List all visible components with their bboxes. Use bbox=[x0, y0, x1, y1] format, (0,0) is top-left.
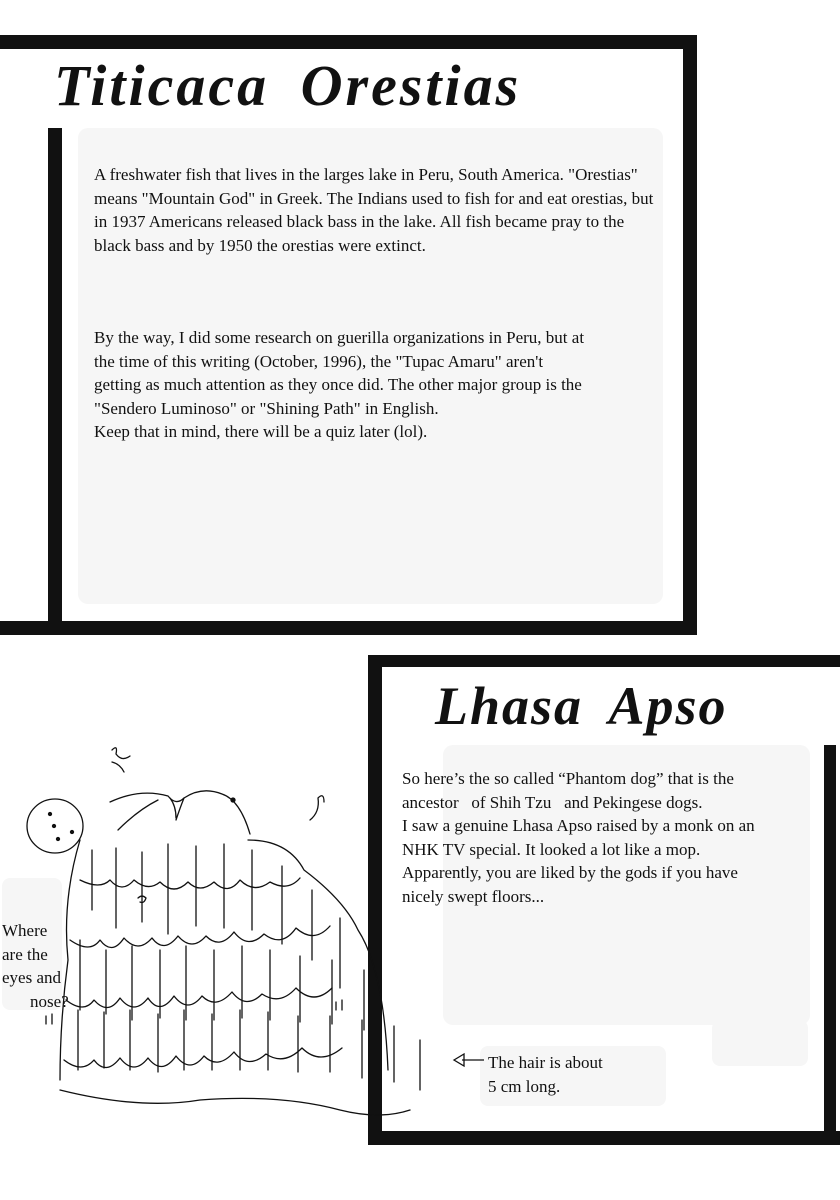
panel-titicaca-inner-border bbox=[48, 128, 62, 628]
text-line: By the way, I did some research on guerilla organizations in Peru, but at bbox=[94, 328, 585, 347]
arrow-left-icon bbox=[452, 1052, 486, 1068]
text-line: eyes and bbox=[2, 968, 62, 987]
panel-lhasa-apso-inner-border bbox=[824, 745, 836, 1141]
paragraph-phantom-dog bbox=[402, 767, 822, 908]
hair-length-note bbox=[488, 1051, 638, 1098]
paragraph-orestias-description: A freshwater fish that lives in the larges lake in Peru, South America. "Orestias" means "Mountain God" in Greek. The Indians used to fish for and eat orestias, but in 1937 Americans released black bass in the lake. All fish became pray to the black bass and by 1950 the orestias were extinct. bbox=[94, 165, 654, 255]
title-lhasa-apso: Lhasa Apso bbox=[435, 676, 728, 736]
text-line: Keep that in mind, there will be a quiz later (lol). bbox=[94, 422, 428, 441]
text-line: The hair is about bbox=[488, 1053, 603, 1072]
text-line: "Sendero Luminoso" or "Shining Path" in English. bbox=[94, 398, 439, 418]
text-line: nose? bbox=[30, 991, 69, 1011]
text-line: the time of this writing (October, 1996), the "Tupac Amaru" aren't bbox=[94, 351, 544, 371]
text-line: getting as much attention as they once did. The other major group is the bbox=[94, 375, 582, 394]
lhasa-apso-dog-drawing bbox=[20, 740, 450, 1120]
question-where-eyes-nose bbox=[2, 919, 82, 1013]
text-line: nicely swept floors... bbox=[402, 886, 545, 906]
text-line: NHK TV special. It looked a lot like a mop. bbox=[402, 839, 701, 859]
text-line: I saw a genuine Lhasa Apso raised by a monk on an bbox=[402, 816, 755, 835]
title-titicaca-orestias: Titicaca Orestias bbox=[54, 53, 522, 118]
text-line: ancestor of Shih Tzu and Pekingese dogs. bbox=[402, 792, 703, 812]
text-box-lhasa-apso-small bbox=[712, 1020, 808, 1066]
text-line: Where bbox=[2, 921, 48, 940]
text-line: are the bbox=[2, 944, 48, 964]
text-line: 5 cm long. bbox=[488, 1076, 561, 1096]
text-line: Apparently, you are liked by the gods if you have bbox=[402, 863, 738, 882]
paragraph-guerilla-note bbox=[94, 326, 664, 444]
text-line: So here’s the so called “Phantom dog” that is the bbox=[402, 769, 734, 788]
